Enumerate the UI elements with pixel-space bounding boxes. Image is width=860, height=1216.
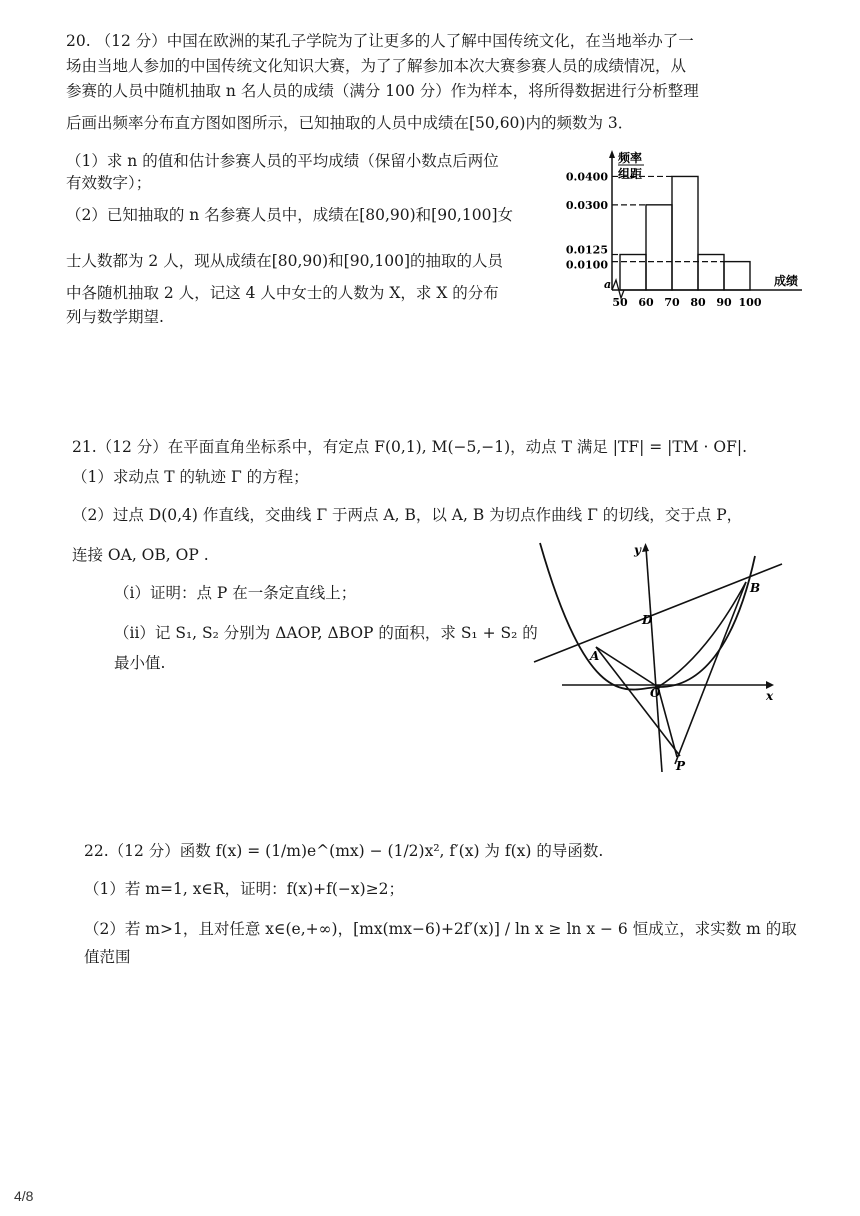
y-tick-label: 0.0100 bbox=[565, 258, 608, 272]
histogram-bar bbox=[698, 255, 724, 290]
q22-line-2: （1）若 m=1, x∈R，证明：f(x)+f(−x)≥2； bbox=[84, 880, 405, 898]
origin-label: a bbox=[604, 278, 612, 291]
q21-line-3: （2）过点 D(0,4) 作直线，交曲线 Γ 于两点 A, B，以 A, B 为切点作曲线 Γ 的切线，交于点 P， bbox=[72, 506, 743, 524]
q22-line-3: （2）若 m>1，且对任意 x∈(e,+∞)，[mx(mx−6)+2f′(x)] / ln x ≥ ln x − 6 恒成立，求实数 m 的取 bbox=[84, 920, 797, 938]
histogram-bar bbox=[646, 205, 672, 290]
label-d: D bbox=[642, 613, 653, 627]
label-b: B bbox=[750, 581, 761, 595]
q22-line-4: 值范围 bbox=[84, 948, 131, 966]
y-tick-label: 0.0300 bbox=[565, 198, 608, 212]
q20-part2-line-3: 中各随机抽取 2 人，记这 4 人中女士的人数为 X，求 X 的分布 bbox=[66, 284, 499, 302]
histogram-bar bbox=[620, 255, 646, 290]
chord-line bbox=[534, 564, 782, 662]
q21-sub-i: （i）证明：点 P 在一条定直线上； bbox=[114, 584, 357, 602]
label-y: y bbox=[634, 543, 641, 557]
q21-line-1: 21.（12 分）在平面直角坐标系中，有定点 F(0,1), M(−5,−1)，动点 T 满足 |TF| = |TM · OF|. bbox=[72, 438, 747, 456]
hist-y-axis-arrow bbox=[609, 150, 615, 158]
y-tick-label: 0.0400 bbox=[565, 170, 608, 184]
page-number: 4/8 bbox=[14, 1188, 34, 1204]
q22-line-1: 22.（12 分）函数 f(x) = (1/m)e^(mx) − (1/2)x², f′(x) 为 f(x) 的导函数. bbox=[84, 842, 604, 860]
q20-line-1: 20. （12 分）中国在欧洲的某孔子学院为了让更多的人了解中国传统文化，在当地举办了一 bbox=[66, 32, 694, 50]
q21-sub-ii: （ii）记 S₁, S₂ 分别为 ΔAOP, ΔBOP 的面积，求 S₁ + S₂ 的 bbox=[114, 624, 538, 642]
tangent-at-b bbox=[675, 582, 746, 764]
q20-part1-line-1: （1）求 n 的值和估计参赛人员的平均成绩（保留小数点后两位 bbox=[66, 152, 499, 170]
parabola-figure bbox=[530, 538, 790, 778]
q20-line-2: 场由当地人参加的中国传统文化知识大赛，为了了解参加本次大赛参赛人员的成绩情况，从 bbox=[66, 57, 687, 75]
q21-sub-ii-cont: 最小值. bbox=[114, 654, 166, 672]
y-tick-label: 0.0125 bbox=[565, 243, 608, 257]
x-tick-label: 60 bbox=[638, 296, 654, 309]
label-x: x bbox=[766, 689, 774, 703]
frequency-histogram bbox=[540, 150, 830, 325]
x-tick-label: 50 bbox=[612, 296, 628, 309]
x-tick-label: 70 bbox=[664, 296, 680, 309]
x-axis-label: 成绩 bbox=[773, 274, 798, 288]
q20-line-3: 参赛的人员中随机抽取 n 名人员的成绩（满分 100 分）作为样本，将所得数据进行分析整理 bbox=[66, 82, 699, 100]
label-a: A bbox=[590, 649, 600, 663]
label-o: O bbox=[650, 686, 661, 700]
label-p: P bbox=[676, 759, 686, 773]
q21-line-4: 连接 OA, OB, OP . bbox=[72, 546, 209, 564]
q20-part1-line-2: 有效数字）； bbox=[66, 174, 152, 192]
y-axis-arrow bbox=[642, 543, 649, 552]
q20-part2-line-2: 士人数都为 2 人，现从成绩在[80,90)和[90,100]的抽取的人员 bbox=[66, 252, 504, 270]
y-axis bbox=[646, 548, 662, 772]
x-tick-label: 80 bbox=[690, 296, 706, 309]
q20-part2-line-4: 列与数学期望. bbox=[66, 308, 164, 326]
histogram-bar bbox=[724, 262, 750, 290]
q21-line-2: （1）求动点 T 的轨迹 Γ 的方程； bbox=[72, 468, 309, 486]
q20-line-4: 后画出频率分布直方图如图所示，已知抽取的人员中成绩在[50,60)内的频数为 3． bbox=[66, 114, 634, 132]
x-axis-arrow bbox=[766, 681, 774, 689]
y-axis-label-top: 频率 bbox=[618, 151, 643, 165]
segment-oa bbox=[596, 647, 658, 687]
x-tick-label: 90 bbox=[716, 296, 732, 309]
histogram-bar bbox=[672, 176, 698, 290]
x-tick-label: 100 bbox=[738, 296, 762, 309]
q20-part2-line-1: （2）已知抽取的 n 名参赛人员中，成绩在[80,90)和[90,100]女 bbox=[66, 206, 513, 224]
tangent-at-a bbox=[596, 647, 680, 756]
y-axis-label-bottom: 组距 bbox=[618, 167, 643, 181]
